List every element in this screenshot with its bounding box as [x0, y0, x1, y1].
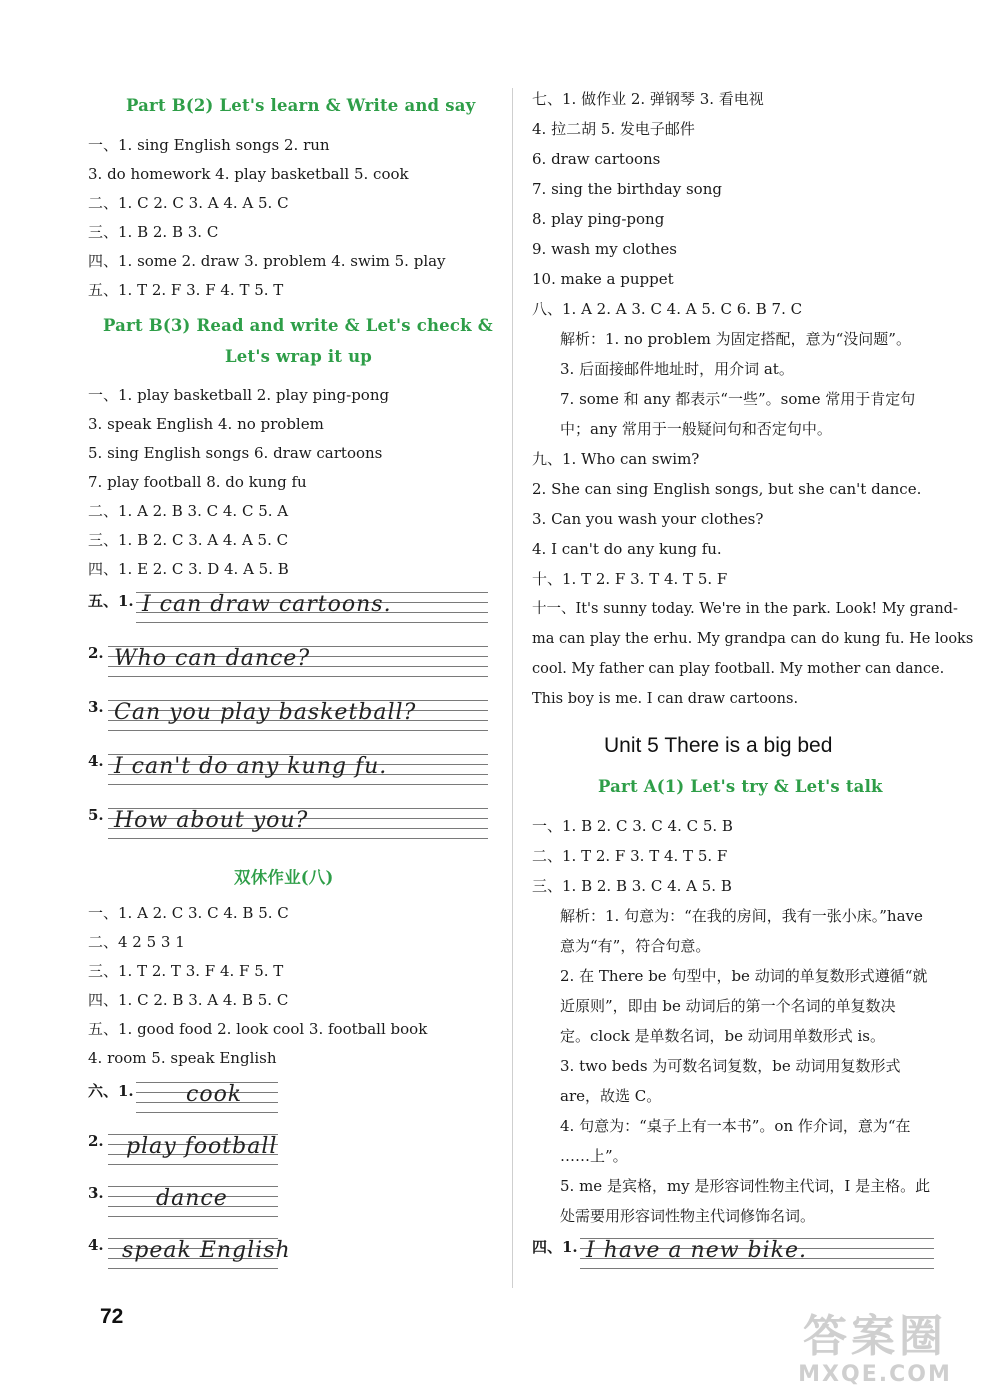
answer-line: 一、1. play basketball 2. play ping-pong: [88, 386, 390, 404]
answer-line: 5. sing English songs 6. draw cartoons: [88, 444, 383, 462]
answer-line: 2. She can sing English songs, but she can't dance.: [532, 480, 922, 498]
answer-line: 6. draw cartoons: [532, 150, 661, 168]
answer-line: 三、1. T 2. T 3. F 4. F 5. T: [88, 962, 284, 980]
answer-line: 三、1. B 2. B 3. C: [88, 223, 219, 241]
answer-line: 二、1. A 2. B 3. C 4. C 5. A: [88, 502, 289, 520]
analysis-line: 中；any 常用于一般疑问句和否定句中。: [560, 420, 832, 438]
answer-line: 10. make a puppet: [532, 270, 674, 288]
passage-line: 十一、It's sunny today. We're in the park. Look! My grand-: [532, 601, 958, 617]
handwriting-row: [88, 752, 493, 792]
column-divider: [512, 88, 513, 1288]
answer-line: 二、4 2 5 3 1: [88, 933, 185, 951]
analysis-line: 7. some 和 any 都表示“一些”。some 常用于肯定句: [560, 390, 916, 408]
handwriting-label: 5.: [88, 806, 104, 824]
handwriting-row: [88, 1184, 288, 1224]
handwriting-label: 2.: [88, 644, 104, 662]
answer-line: 7. play football 8. do kung fu: [88, 473, 307, 491]
handwriting-row: [88, 590, 493, 630]
answer-line: 四、1. C 2. B 3. A 4. B 5. C: [88, 991, 289, 1009]
analysis-line: ……上”。: [560, 1147, 628, 1165]
watermark-logo-text: 答案圈: [803, 1311, 947, 1362]
analysis-line: 2. 在 There be 句型中，be 动词的单复数形式遵循“就: [560, 967, 928, 985]
handwriting-row: [88, 698, 493, 738]
handwritten-answer: cook: [186, 1082, 243, 1107]
writing-lines: [108, 752, 488, 792]
answer-line: 三、1. B 2. B 3. C 4. A 5. B: [532, 877, 732, 895]
answer-line: 9. wash my clothes: [532, 240, 677, 258]
handwriting-label: 4.: [88, 752, 104, 770]
writing-lines: [108, 806, 488, 846]
handwriting-label: 3.: [88, 1184, 104, 1202]
answer-line: 八、1. A 2. A 3. C 4. A 5. C 6. B 7. C: [532, 300, 803, 318]
handwritten-answer: dance: [156, 1186, 228, 1211]
handwriting-label: 六、1.: [88, 1082, 134, 1100]
analysis-line: 意为“有”，符合句意。: [560, 937, 711, 955]
answer-line: 3. do homework 4. play basketball 5. cook: [88, 165, 409, 183]
writing-lines: [136, 1080, 278, 1120]
answer-line: 3. speak English 4. no problem: [88, 415, 324, 433]
answer-line: 十、1. T 2. F 3. T 4. T 5. F: [532, 570, 728, 588]
passage-line: cool. My father can play football. My mother can dance.: [532, 661, 945, 677]
watermark-url: MXQE.COM: [798, 1362, 952, 1387]
analysis-line: 3. two beds 为可数名词复数，be 动词用复数形式: [560, 1057, 901, 1075]
handwriting-row: [88, 1132, 288, 1172]
writing-lines: [108, 1184, 278, 1224]
analysis-line: 5. me 是宾格，my 是形容词性物主代词，I 是主格。此: [560, 1177, 931, 1195]
handwritten-answer: I can't do any kung fu.: [114, 754, 388, 779]
analysis-line: are，故选 C。: [560, 1087, 662, 1105]
handwriting-row: [88, 644, 493, 684]
passage-line: This boy is me. I can draw cartoons.: [532, 691, 799, 707]
handwriting-row: [88, 806, 493, 846]
answer-line: 四、1. some 2. draw 3. problem 4. swim 5. play: [88, 252, 446, 270]
writing-lines: [108, 698, 488, 738]
watermark-logo: [780, 1312, 970, 1392]
answer-line: 五、1. good food 2. look cool 3. football book: [88, 1020, 428, 1038]
handwriting-row: [88, 1236, 291, 1276]
handwritten-answer: How about you?: [114, 808, 309, 833]
analysis-line: 近原则”，即由 be 动词后的第一个名词的单复数决: [560, 997, 896, 1015]
answer-line: 二、1. C 2. C 3. A 4. A 5. C: [88, 194, 289, 212]
handwriting-label: 4.: [88, 1236, 104, 1254]
handwriting-label: 3.: [88, 698, 104, 716]
writing-lines: [580, 1236, 934, 1276]
writing-lines: [108, 1132, 278, 1172]
answer-line: 4. 拉二胡 5. 发电子邮件: [532, 120, 695, 138]
section-title-a1: Part A(1) Let's try & Let's talk: [598, 777, 883, 796]
handwritten-answer: Who can dance?: [114, 646, 311, 671]
handwritten-answer: I have a new bike.: [586, 1238, 807, 1263]
handwritten-answer: play football: [126, 1134, 278, 1159]
handwriting-label: 2.: [88, 1132, 104, 1150]
answer-line: 三、1. B 2. C 3. A 4. A 5. C: [88, 531, 289, 549]
handwritten-answer: I can draw cartoons.: [142, 592, 392, 617]
analysis-line: 解析：1. no problem 为固定搭配，意为“没问题”。: [560, 330, 911, 348]
section-title-weekend: 双休作业(八): [234, 868, 334, 887]
analysis-line: 3. 后面接邮件地址时，用介词 at。: [560, 360, 794, 378]
answer-line: 4. I can't do any kung fu.: [532, 540, 722, 558]
answer-line: 五、1. T 2. F 3. F 4. T 5. T: [88, 281, 284, 299]
handwriting-row: [532, 1236, 937, 1276]
handwriting-label: 五、1.: [88, 592, 134, 610]
answer-line: 8. play ping-pong: [532, 210, 665, 228]
section-title-b3-cont: Let's wrap it up: [225, 347, 373, 366]
answer-line: 二、1. T 2. F 3. T 4. T 5. F: [532, 847, 728, 865]
section-title-b2: Part B(2) Let's learn & Write and say: [126, 96, 476, 115]
answer-line: 3. Can you wash your clothes?: [532, 510, 764, 528]
answer-line: 7. sing the birthday song: [532, 180, 722, 198]
answer-line: 4. room 5. speak English: [88, 1049, 277, 1067]
handwriting-row: [88, 1080, 288, 1120]
section-title-b3: Part B(3) Read and write & Let's check &: [103, 316, 493, 335]
handwritten-answer: Can you play basketball?: [114, 700, 417, 725]
analysis-line: 定。clock 是单数名词，be 动词用单数形式 is。: [560, 1027, 885, 1045]
answer-line: 七、1. 做作业 2. 弹钢琴 3. 看电视: [532, 90, 764, 108]
analysis-line: 解析：1. 句意为：“在我的房间，我有一张小床。”have: [560, 907, 923, 925]
page-number: 72: [100, 1305, 124, 1328]
unit-title: Unit 5 There is a big bed: [604, 734, 833, 757]
handwritten-answer: speak English: [122, 1238, 291, 1263]
answer-line: 一、1. B 2. C 3. C 4. C 5. B: [532, 817, 733, 835]
handwriting-label: 四、1.: [532, 1238, 578, 1256]
writing-lines: [108, 644, 488, 684]
analysis-line: 4. 句意为：“桌子上有一本书”。on 作介词，意为“在: [560, 1117, 911, 1135]
writing-lines: [108, 1236, 291, 1276]
answer-line: 四、1. E 2. C 3. D 4. A 5. B: [88, 560, 289, 578]
answer-line: 一、1. A 2. C 3. C 4. B 5. C: [88, 904, 289, 922]
analysis-line: 处需要用形容词性物主代词修饰名词。: [560, 1207, 816, 1225]
answer-line: 九、1. Who can swim?: [532, 450, 700, 468]
writing-lines: [136, 590, 488, 630]
passage-line: ma can play the erhu. My grandpa can do kung fu. He looks: [532, 631, 974, 647]
answer-line: 一、1. sing English songs 2. run: [88, 136, 330, 154]
